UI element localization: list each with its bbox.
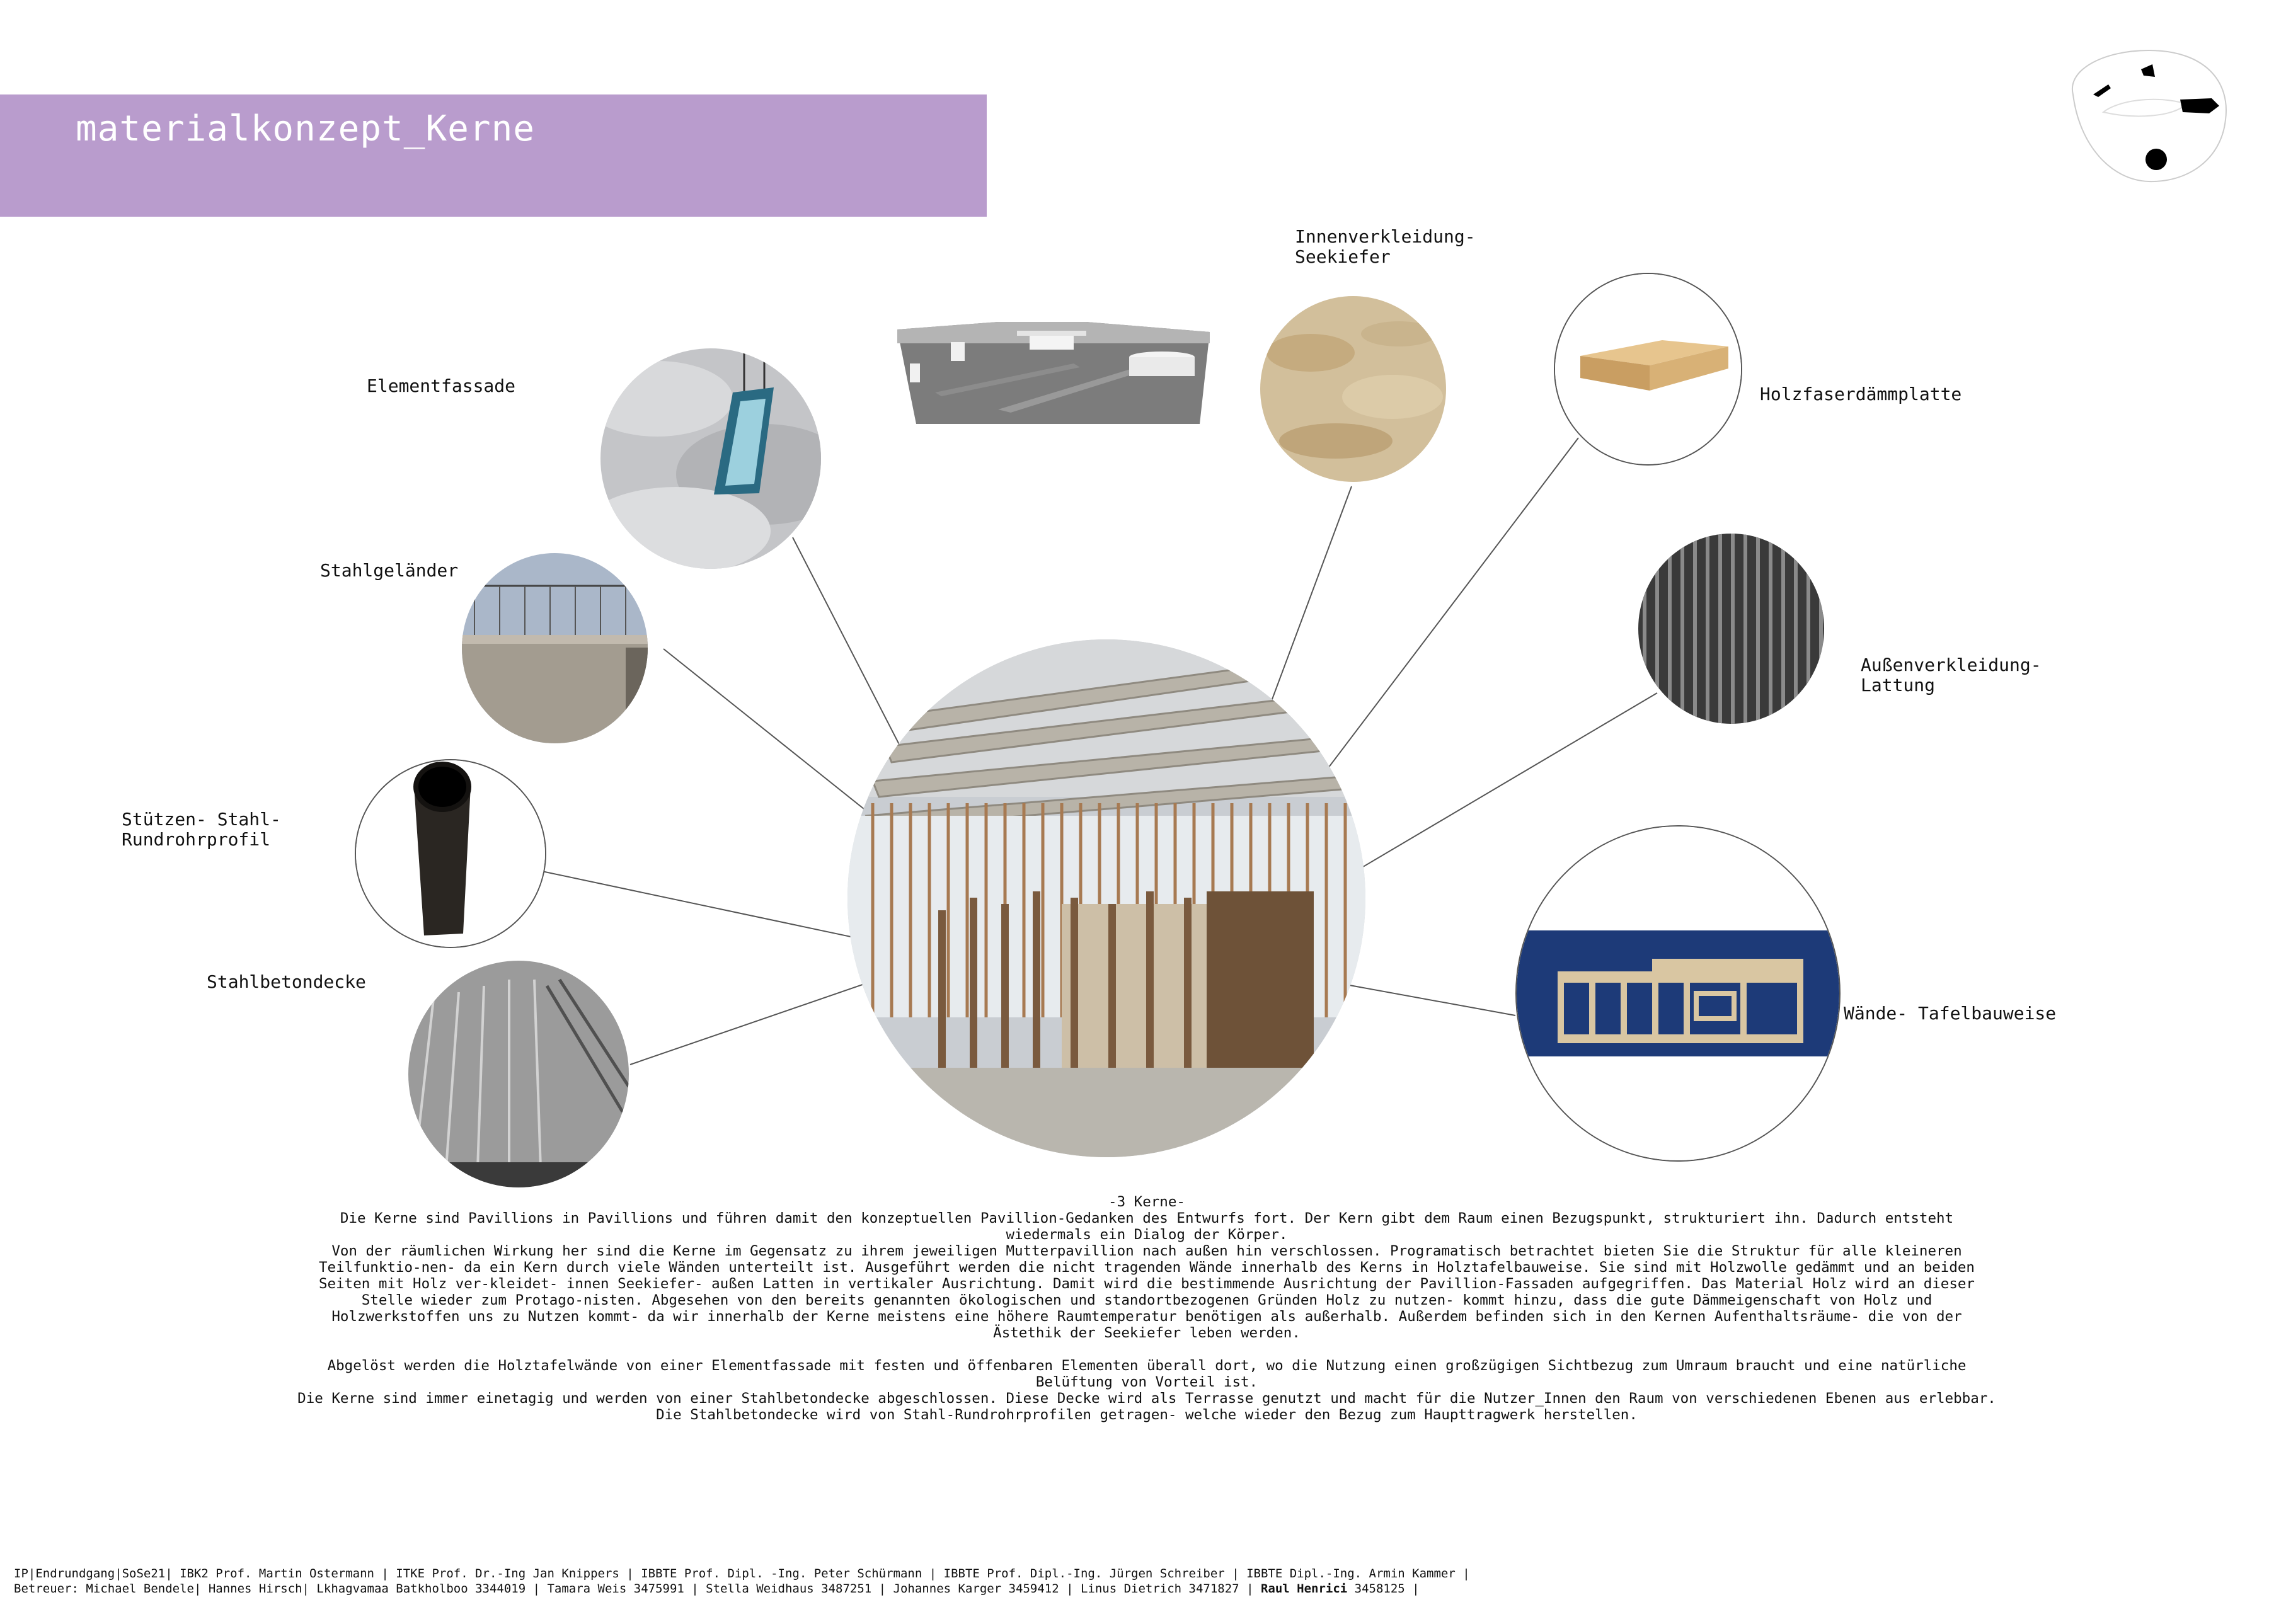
label-stuetzen: Stützen- Stahl- Rundrohrprofil <box>122 809 281 850</box>
footer-line-2-prefix: Betreuer: Michael Bendele| Hannes Hirsch| Lkhagvamaa Batkholboo 3344019 | Tamara Weis 3475991 | Stella Weidhaus 3487251 | Johannes Karger 3459412 | Linus Dietrich 3471827 | <box>14 1582 1261 1596</box>
site-plan-icon <box>2060 44 2237 189</box>
stahlgelaender-image <box>462 553 648 743</box>
footer-author-name: Raul Henrici <box>1260 1582 1348 1596</box>
model-aerial-image <box>897 318 1210 424</box>
stuetzen-image <box>355 759 546 948</box>
seekiefer-image <box>1260 296 1446 482</box>
description-text <box>296 1194 1997 1423</box>
holzfaser-image <box>1554 273 1742 466</box>
label-waende: Wände- Tafelbauweise <box>1844 1003 2057 1024</box>
page-title: materialkonzept_Kerne <box>76 108 536 149</box>
text-paragraph-1: Die Kerne sind Pavillions in Pavillions und führen damit den konzeptuellen Pavillion-Gedanken des Entwurfs fort. Der Kern gibt dem Raum einen Bezugspunkt, strukturiert ihn. Dadurch entsteht wiedermals ein Dialog der Körper. <box>340 1210 1954 1243</box>
footer-line-1: IP|Endrundgang|SoSe21| IBK2 Prof. Martin Ostermann | ITKE Prof. Dr.-Ing Jan Knippers | IBBTE Prof. Dipl. -Ing. Peter Schürmann | IBBTE Prof. Dipl.-Ing. Jürgen Schreiber | IBBTE Dipl.-Ing. Armin Kammer | <box>14 1567 1470 1581</box>
text-paragraph-2: Von der räumlichen Wirkung her sind die Kerne im Gegensatz zu ihrem jeweiligen Mutterpavillion nach außen hin verschlossen. Programatisch betrachtet bieten Sie die Struktur für alle kleineren Teilfunktio-nen- da ein Kern durch viele Wänden unterteilt ist. Ausgeführt werden die nicht tragenden Wände innerhalb des Kerns in Holztafelbauweise. Sie sind mit Holzwolle gedämmt und an beiden Seiten mit Holz ver-kleidet- innen Seekiefer- außen Latten in vertikaler Ausrichtung. Damit wird die bestimmende Ausrichtung der Pavillion-Fassaden aufgegriffen. Das Material Holz wird an dieser Stelle wieder zum Protago-nisten. Abgesehen von den bereits genannten ökologischen und standortbezogenen Gründen Holz zu nutzen- kommt hinzu, dass die gute Dämmeigenschaft von Holz und Holzwerkstoffen uns zu Nutzen kommt- da wir innerhalb der Kerne meistens eine höhere Raumtemperatur benötigen als außerhalb. Außerdem befinden sich in den Kernen Aufenthaltsräume- die von der Ästethik der Seekiefer leben werden. <box>319 1243 1975 1341</box>
text-heading: -3 Kerne- <box>1108 1194 1185 1210</box>
text-paragraph-4: Die Kerne sind immer einetagig und werden von einer Stahlbetondecke abgeschlossen. Diese Decke wird als Terrasse genutzt und macht für die Nutzer_Innen den Raum von verschiedenen Ebenen aus erlebbar. Die Stahlbetondecke wird von Stahl-Rundrohrprofilen getragen- welche wieder den Bezug zum Haupttragwerk herstellen. <box>297 1390 1996 1423</box>
footer-credits <box>14 1566 1470 1596</box>
lattung-image <box>1638 534 1824 724</box>
stahlbetondecke-image <box>408 961 629 1187</box>
label-stahlbetondecke: Stahlbetondecke <box>207 971 366 992</box>
label-elementfassade: Elementfassade <box>367 375 516 396</box>
tafelbauweise-image <box>1515 825 1841 1162</box>
label-innenverkleidung: Innenverkleidung- Seekiefer <box>1295 226 1476 267</box>
text-paragraph-3: Abgelöst werden die Holztafelwände von einer Elementfassade mit festen und öffenbaren Elementen überall dort, wo die Nutzung einen großzügigen Sichtbezug zum Umraum braucht und eine natürliche Belüftung von Vorteil ist. <box>327 1358 1967 1390</box>
label-aussenverkleidung: Außenverkleidung- Lattung <box>1861 655 2042 695</box>
elementfassade-image <box>600 348 821 569</box>
core-interior-image <box>847 639 1365 1157</box>
label-stahlgelaender: Stahlgeländer <box>320 560 459 581</box>
footer-line-2 <box>14 1581 1470 1596</box>
label-holzfaser: Holzfaserdämmplatte <box>1760 384 1962 404</box>
footer-line-2-suffix: 3458125 | <box>1347 1582 1420 1596</box>
